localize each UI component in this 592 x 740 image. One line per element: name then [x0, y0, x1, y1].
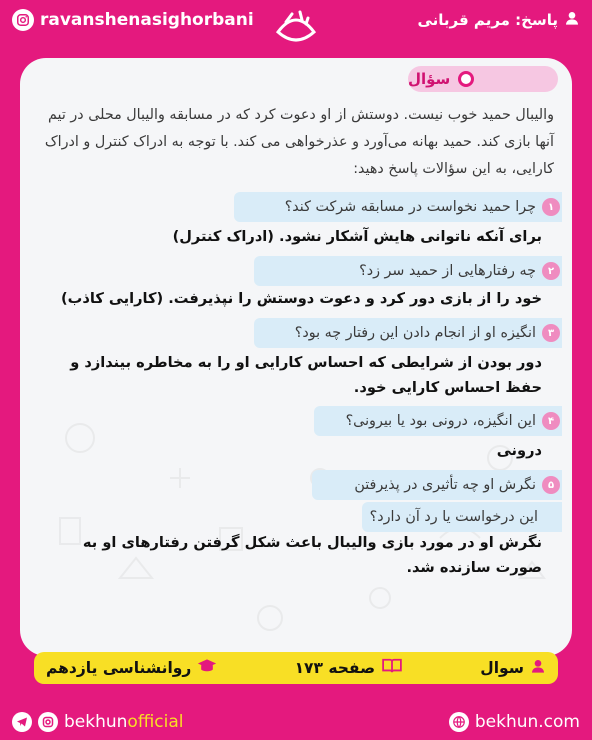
- footer-section: [480, 658, 546, 678]
- answer-2: خود را از بازی دور کرد و دعوت دوستش را نپذیرفت. (کارایی کاذب): [61, 290, 542, 307]
- graduation-cap-icon: [197, 658, 217, 678]
- question-text: انگیزه او از انجام دادن این رفتار چه بود؟: [294, 325, 536, 341]
- globe-icon: [449, 712, 469, 732]
- question-text: چرا حمید نخواست در مسابقه شرکت کند؟: [284, 199, 536, 215]
- answerer-text: پاسخ: مریم قربانی: [417, 11, 558, 29]
- question-text: نگرش او چه تأثیری در پذیرفتن: [354, 477, 536, 493]
- instagram-icon: [12, 9, 34, 31]
- footer-page: [295, 658, 404, 678]
- user-icon: [530, 658, 546, 678]
- answer-1: برای آنکه ناتوانی هایش آشکار نشود. (ادراک کنترل): [172, 228, 542, 245]
- question-text: چه رفتارهایی از حمید سر زد؟: [359, 263, 536, 279]
- answer-3: دور بودن از شرایطی که احساس کارایی او را به مخاطره بیندازد و حفظ احساس کارایی خود.: [70, 354, 542, 396]
- question-text: این درخواست یا رد آن دارد؟: [369, 509, 538, 525]
- question-1: [234, 192, 562, 222]
- handle-text: ravanshenasighorbani: [40, 10, 254, 30]
- question-number: ۳: [542, 324, 560, 342]
- question-card: [20, 58, 572, 656]
- question-5: [312, 470, 562, 500]
- footer-page-text: صفحه ۱۷۳: [294, 659, 376, 677]
- answerer-credit: [417, 10, 580, 30]
- website-text: bekhun.com: [474, 712, 580, 732]
- bottom-bar: [0, 704, 592, 740]
- bekhun-logo: [270, 2, 322, 50]
- instagram-icon[interactable]: [38, 712, 58, 732]
- question-text: این انگیزه، درونی بود یا بیرونی؟: [345, 413, 536, 429]
- question-number: ۱: [542, 198, 560, 216]
- question-2: [254, 256, 562, 286]
- book-icon: [381, 658, 403, 678]
- social-links[interactable]: [12, 712, 183, 732]
- question-number: ۴: [542, 412, 560, 430]
- user-icon: [564, 10, 580, 30]
- footer-section-text: سوال: [480, 659, 524, 677]
- question-number: ۲: [542, 262, 560, 280]
- answer-4: درونی: [496, 442, 542, 459]
- telegram-icon[interactable]: [12, 712, 32, 732]
- question-5-continued: [362, 502, 562, 532]
- social-name-a: bekhun: [64, 712, 128, 732]
- footer-book: [46, 658, 217, 678]
- instagram-handle[interactable]: [12, 9, 254, 31]
- question-number: ۵: [542, 476, 560, 494]
- question-label: [408, 66, 558, 92]
- question-4: [314, 406, 562, 436]
- circle-icon: [458, 71, 474, 87]
- answer-5: نگرش او در مورد بازی والیبال باعث شکل گرفتن رفتارهای او به صورت سازنده شد.: [82, 534, 542, 576]
- social-name-b: official: [127, 712, 184, 732]
- footer-book-text: روانشناسی یازدهم: [46, 659, 192, 677]
- label-text: سؤال: [408, 70, 451, 88]
- footer-bar: [34, 652, 558, 684]
- website-link[interactable]: [449, 712, 580, 732]
- question-3: [254, 318, 562, 348]
- question-intro: والیبال حمید خوب نیست. دوستش از او دعوت کرد که در مسابقه والیبال محلی در تیم آنها بازی کند. حمید بهانه می‌آورد و عذرخواهی می کند. با توجه به ادراک کنترل و ادراک کارایی، به این سؤالات پاسخ دهید:: [44, 107, 554, 177]
